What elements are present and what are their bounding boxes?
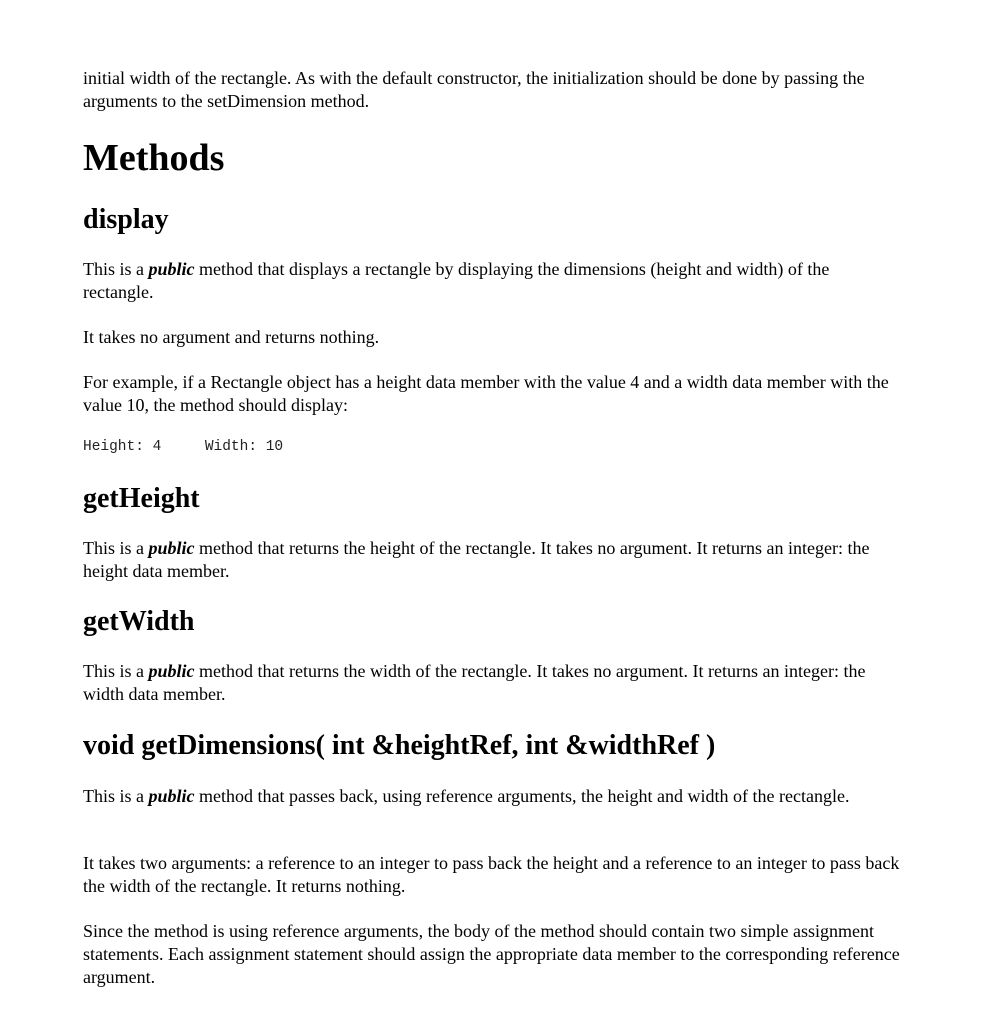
getdimensions-public-keyword: public <box>148 786 195 806</box>
getheight-description-suffix: method that returns the height of the rectangle. It takes no argument. It returns an integer: the height data member. <box>83 538 870 581</box>
getwidth-description <box>83 660 903 706</box>
getheight-public-keyword: public <box>148 538 195 558</box>
getdimensions-description <box>83 785 903 808</box>
display-heading: display <box>83 204 169 235</box>
getdimensions-description-prefix: This is a <box>83 786 149 806</box>
display-example-paragraph: For example, if a Rectangle object has a height data member with the value 4 and a width data member with the value 10, the method should display: <box>83 372 889 415</box>
getdimensions-arguments-note: It takes two arguments: a reference to an integer to pass back the height and a reference to an integer to pass back the width of the rectangle. It returns nothing. <box>83 853 900 896</box>
getdimensions-heading: void getDimensions( int &heightRef, int &widthRef ) <box>83 730 716 761</box>
getheight-heading: getHeight <box>83 483 200 514</box>
getwidth-public-keyword: public <box>148 661 195 681</box>
display-example-output: Height: 4 Width: 10 <box>83 439 284 455</box>
display-description <box>83 258 903 304</box>
getwidth-heading: getWidth <box>83 606 195 637</box>
getwidth-description-suffix: method that returns the width of the rectangle. It takes no argument. It returns an integer: the width data member. <box>83 661 866 704</box>
getdimensions-description-suffix: method that passes back, using reference arguments, the height and width of the rectangle. <box>194 786 850 806</box>
getwidth-description-prefix: This is a <box>83 661 149 681</box>
display-description-suffix: method that displays a rectangle by displaying the dimensions (height and width) of the rectangle. <box>83 259 830 302</box>
intro-paragraph: initial width of the rectangle. As with the default constructor, the initialization should be done by passing the arguments to the setDimension method. <box>83 68 865 111</box>
display-public-keyword: public <box>148 259 195 279</box>
methods-heading: Methods <box>83 137 225 179</box>
display-arguments-note: It takes no argument and returns nothing. <box>83 327 380 347</box>
getheight-description-prefix: This is a <box>83 538 149 558</box>
getheight-description <box>83 537 903 583</box>
getdimensions-body-note: Since the method is using reference arguments, the body of the method should contain two simple assignment statements. Each assignment statement should assign the appropriate data member to the corresponding reference argument. <box>83 921 900 987</box>
display-description-prefix: This is a <box>83 259 149 279</box>
